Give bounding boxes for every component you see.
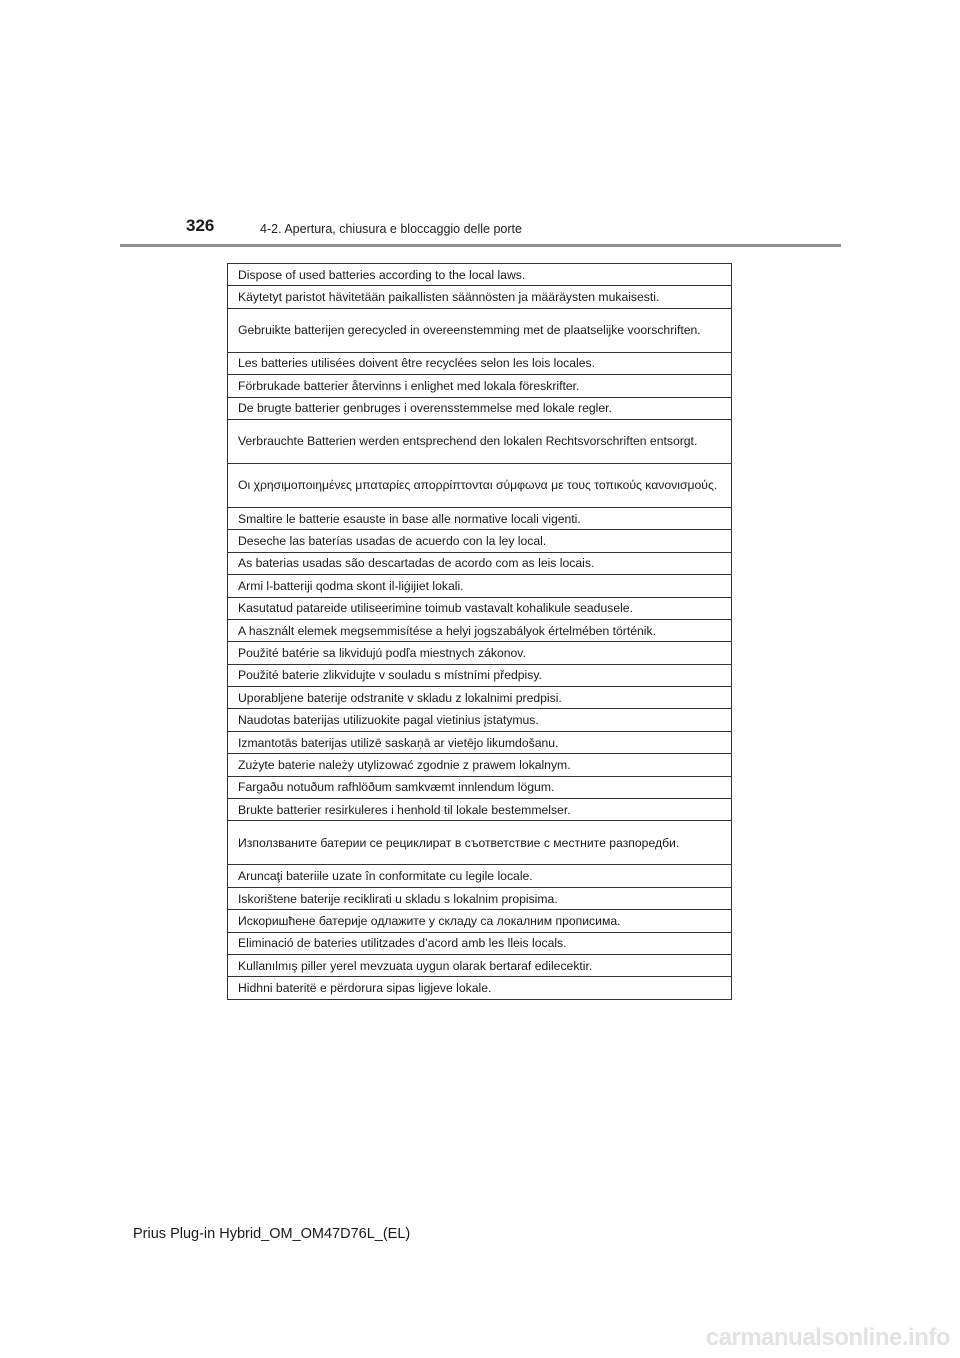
disposal-notice-text: Armi l-batteriji qodma skont il-liġijiet lokali. <box>228 575 732 597</box>
disposal-notice-text: Zużyte baterie należy utylizować zgodnie z prawem lokalnym. <box>228 754 732 776</box>
table-row <box>228 887 732 909</box>
disposal-notice-text: Искоришћене батерије одлажите у складу са локалним прописима. <box>228 910 732 932</box>
table-row <box>228 954 732 976</box>
disposal-notice-text: Uporabljene baterije odstranite v skladu z lokalnimi predpisi. <box>228 687 732 709</box>
table-row <box>228 642 732 664</box>
table-row <box>228 552 732 574</box>
disposal-notice-text: A használt elemek megsemmisítése a helyi jogszabályok értelmében történik. <box>228 619 732 641</box>
battery-disposal-table-body <box>228 264 732 1000</box>
disposal-notice-text: Οι χρησιμοποιημένες μπαταρίες απορρίπτονται σύμφωνα με τους τοπικούς κανονισμούς. <box>228 463 732 507</box>
table-row <box>228 865 732 887</box>
table-row <box>228 286 732 308</box>
disposal-notice-text: Použité baterie zlikvidujte v souladu s místními předpisy. <box>228 664 732 686</box>
disposal-notice-text: Naudotas baterijas utilizuokite pagal vietinius įstatymus. <box>228 709 732 731</box>
table-row <box>228 507 732 529</box>
disposal-notice-text: Käytetyt paristot hävitetään paikallisten säännösten ja määräysten mukaisesti. <box>228 286 732 308</box>
disposal-notice-text: Dispose of used batteries according to the local laws. <box>228 264 732 286</box>
table-row <box>228 687 732 709</box>
table-row <box>228 597 732 619</box>
disposal-notice-text: Verbrauchte Batterien werden entsprechend den lokalen Rechtsvorschriften entsorgt. <box>228 419 732 463</box>
disposal-notice-text: Förbrukade batterier återvinns i enlighet med lokala föreskrifter. <box>228 375 732 397</box>
footer-model-code: Prius Plug-in Hybrid_OM_OM47D76L_(EL) <box>133 1226 411 1242</box>
table-row <box>228 932 732 954</box>
disposal-notice-text: Brukte batterier resirkuleres i henhold til lokale bestemmelser. <box>228 799 732 821</box>
battery-disposal-table <box>227 263 732 1000</box>
table-row <box>228 977 732 999</box>
table-row <box>228 709 732 731</box>
table-row <box>228 821 732 865</box>
disposal-notice-text: Iskorištene baterije reciklirati u skladu s lokalnim propisima. <box>228 887 732 909</box>
disposal-notice-text: Izmantotās baterijas utilizē saskaņā ar vietējo likumdošanu. <box>228 731 732 753</box>
disposal-notice-text: Eliminació de bateries utilitzades d’acord amb les lleis locals. <box>228 932 732 954</box>
page-number: 326 <box>186 216 215 235</box>
table-row <box>228 910 732 932</box>
table-row <box>228 731 732 753</box>
disposal-notice-text: Gebruikte batterijen gerecycled in overeenstemming met de plaatselijke voorschriften. <box>228 308 732 352</box>
table-row <box>228 664 732 686</box>
table-row <box>228 619 732 641</box>
table-row <box>228 776 732 798</box>
disposal-notice-text: As baterias usadas são descartadas de acordo com as leis locais. <box>228 552 732 574</box>
disposal-notice-text: Kasutatud patareide utiliseerimine toimub vastavalt kohalikule seadusele. <box>228 597 732 619</box>
table-row <box>228 530 732 552</box>
disposal-notice-text: Použité batérie sa likvidujú podľa miestnych zákonov. <box>228 642 732 664</box>
table-row <box>228 754 732 776</box>
disposal-notice-text: Използваните батерии се рециклират в съответствие с местните разпоредби. <box>228 821 732 865</box>
table-row <box>228 799 732 821</box>
section-title: 4-2. Apertura, chiusura e bloccaggio delle porte <box>260 222 522 236</box>
table-row <box>228 352 732 374</box>
disposal-notice-text: Kullanılmış piller yerel mevzuata uygun olarak bertaraf edilecektir. <box>228 954 732 976</box>
table-row <box>228 575 732 597</box>
disposal-notice-text: Deseche las baterías usadas de acuerdo con la ley local. <box>228 530 732 552</box>
table-row <box>228 419 732 463</box>
header-divider <box>120 244 841 247</box>
watermark-text: carmanualsonline.info <box>705 1324 950 1351</box>
table-row <box>228 375 732 397</box>
disposal-notice-text: Smaltire le batterie esauste in base alle normative locali vigenti. <box>228 507 732 529</box>
table-row <box>228 264 732 286</box>
table-row <box>228 397 732 419</box>
disposal-notice-text: Fargaðu notuðum rafhlöðum samkvæmt innlendum lögum. <box>228 776 732 798</box>
disposal-notice-text: Hidhni bateritë e përdorura sipas ligjeve lokale. <box>228 977 732 999</box>
table-row <box>228 308 732 352</box>
disposal-notice-text: Aruncaţi bateriile uzate în conformitate cu legile locale. <box>228 865 732 887</box>
table-row <box>228 463 732 507</box>
disposal-notice-text: De brugte batterier genbruges i overensstemmelse med lokale regler. <box>228 397 732 419</box>
disposal-notice-text: Les batteries utilisées doivent être recyclées selon les lois locales. <box>228 352 732 374</box>
